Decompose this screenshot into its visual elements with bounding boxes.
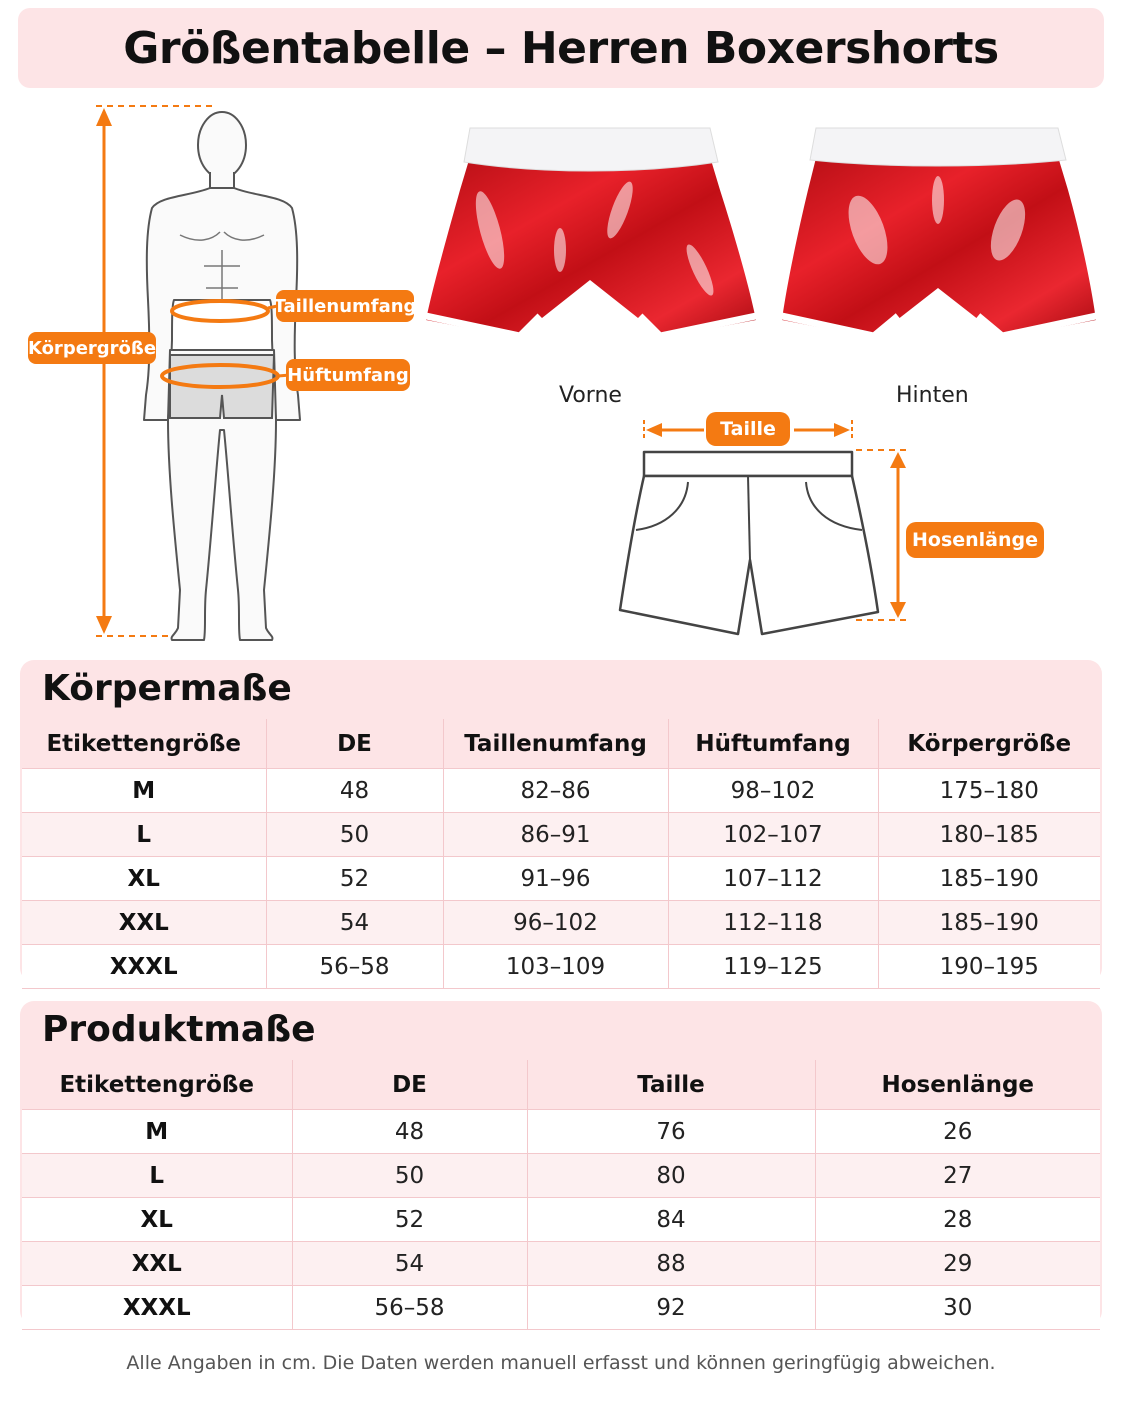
table-cell: 175–180: [878, 769, 1100, 813]
shorts-back-image: [778, 120, 1100, 370]
table-cell: 26: [815, 1110, 1100, 1154]
table-cell: 56–58: [292, 1286, 527, 1330]
column-header: Etikettengröße: [22, 1060, 292, 1110]
product-measurements-heading: Produktmaße: [42, 1009, 316, 1050]
size-cell: M: [22, 769, 266, 813]
column-header: Etikettengröße: [22, 719, 266, 769]
body-measurements-section: [20, 660, 1102, 982]
table-cell: 54: [292, 1242, 527, 1286]
shorts-diagram: [600, 410, 930, 650]
body-measurements-table: [22, 719, 1100, 989]
diagram-waist-label: Taille: [706, 412, 790, 446]
table-cell: 180–185: [878, 813, 1100, 857]
size-cell: XL: [22, 857, 266, 901]
table-row: [22, 857, 1100, 901]
table-row: [22, 1198, 1100, 1242]
product-measurements-section: [20, 1001, 1102, 1325]
table-cell: 56–58: [266, 945, 443, 989]
page-title: Größentabelle – Herren Boxershorts: [123, 22, 999, 74]
table-cell: 88: [527, 1242, 815, 1286]
table-cell: 84: [527, 1198, 815, 1242]
table-row: [22, 945, 1100, 989]
table-cell: 52: [292, 1198, 527, 1242]
table-cell: 190–195: [878, 945, 1100, 989]
table-cell: 92: [527, 1286, 815, 1330]
table-cell: 119–125: [668, 945, 878, 989]
size-cell: XL: [22, 1198, 292, 1242]
size-cell: XXL: [22, 1242, 292, 1286]
table-cell: 98–102: [668, 769, 878, 813]
table-cell: 103–109: [443, 945, 668, 989]
table-cell: 48: [266, 769, 443, 813]
table-cell: 50: [292, 1154, 527, 1198]
table-cell: 185–190: [878, 857, 1100, 901]
column-header: Taillenumfang: [443, 719, 668, 769]
size-cell: XXXL: [22, 1286, 292, 1330]
table-row: [22, 1242, 1100, 1286]
size-cell: XXXL: [22, 945, 266, 989]
table-cell: 112–118: [668, 901, 878, 945]
size-cell: L: [22, 1154, 292, 1198]
body-figure: [0, 0, 440, 660]
table-cell: 91–96: [443, 857, 668, 901]
body-hip-label: Hüftumfang: [286, 359, 410, 391]
front-caption: Vorne: [559, 383, 622, 408]
column-header: Taille: [527, 1060, 815, 1110]
body-height-label: Körpergröße: [28, 332, 156, 364]
table-cell: 50: [266, 813, 443, 857]
table-cell: 27: [815, 1154, 1100, 1198]
table-cell: 52: [266, 857, 443, 901]
table-cell: 54: [266, 901, 443, 945]
table-cell: 76: [527, 1110, 815, 1154]
table-cell: 28: [815, 1198, 1100, 1242]
table-cell: 107–112: [668, 857, 878, 901]
table-header-row: [22, 719, 1100, 769]
table-cell: 80: [527, 1154, 815, 1198]
back-caption: Hinten: [896, 383, 969, 408]
size-cell: XXL: [22, 901, 266, 945]
table-row: [22, 901, 1100, 945]
footnote: Alle Angaben in cm. Die Daten werden manuell erfasst und können geringfügig abweichen.: [126, 1352, 996, 1374]
table-row: [22, 1286, 1100, 1330]
body-measurements-heading: Körpermaße: [42, 668, 292, 709]
table-cell: 82–86: [443, 769, 668, 813]
size-cell: L: [22, 813, 266, 857]
table-cell: 29: [815, 1242, 1100, 1286]
column-header: Körpergröße: [878, 719, 1100, 769]
table-header-row: [22, 1060, 1100, 1110]
table-cell: 30: [815, 1286, 1100, 1330]
product-measurements-table: [22, 1060, 1100, 1330]
table-row: [22, 1154, 1100, 1198]
table-cell: 48: [292, 1110, 527, 1154]
table-cell: 185–190: [878, 901, 1100, 945]
table-row: [22, 769, 1100, 813]
diagram-length-label: Hosenlänge: [906, 522, 1044, 558]
table-cell: 86–91: [443, 813, 668, 857]
column-header: Hüftumfang: [668, 719, 878, 769]
shorts-front-image: [420, 120, 760, 370]
column-header: DE: [266, 719, 443, 769]
table-row: [22, 813, 1100, 857]
size-cell: M: [22, 1110, 292, 1154]
column-header: Hosenlänge: [815, 1060, 1100, 1110]
table-cell: 102–107: [668, 813, 878, 857]
column-header: DE: [292, 1060, 527, 1110]
table-cell: 96–102: [443, 901, 668, 945]
table-row: [22, 1110, 1100, 1154]
body-waist-label: Taillenumfang: [276, 290, 414, 322]
